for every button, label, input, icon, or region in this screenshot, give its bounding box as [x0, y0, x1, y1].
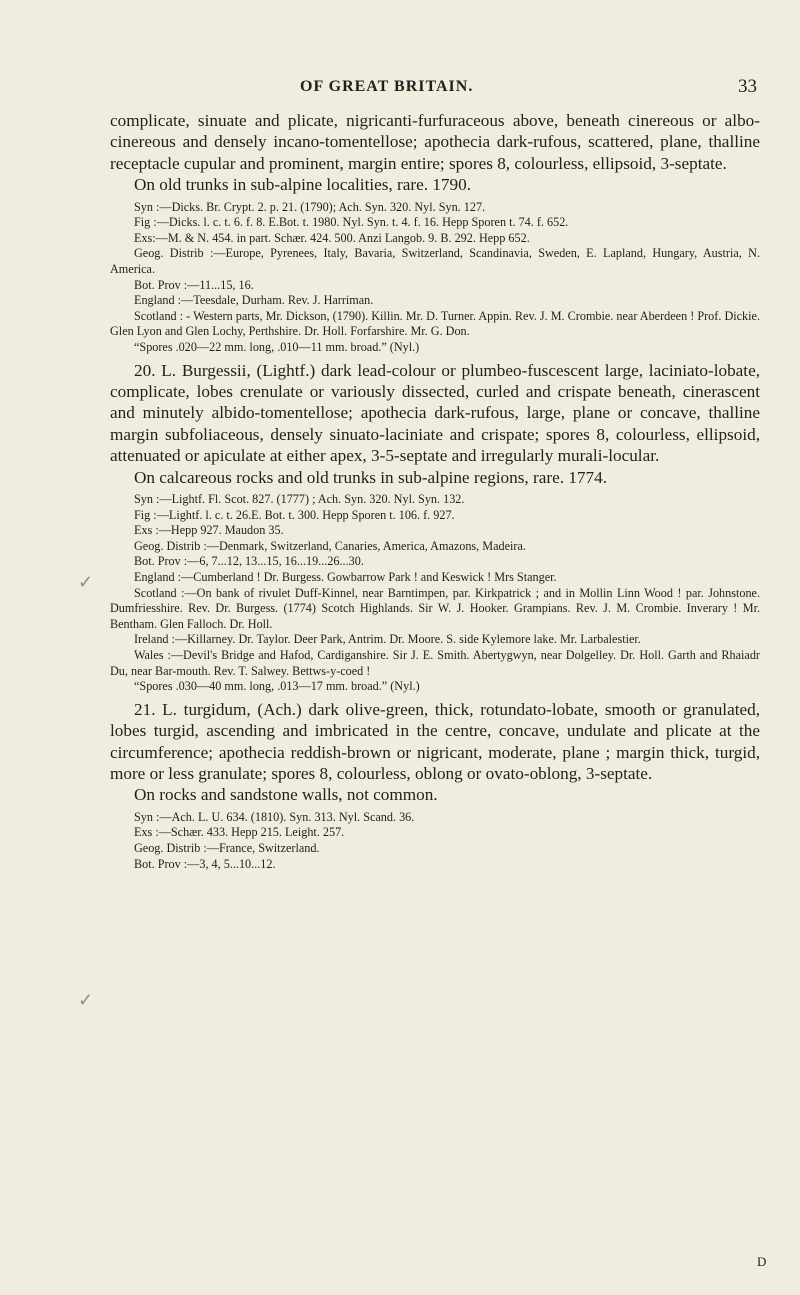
pencil-tick-mark-icon: ✓: [78, 572, 94, 592]
entry-19-spores: “Spores .020—22 mm. long, .010—11 mm. broad.” (Nyl.): [134, 339, 420, 354]
entry-19-exsiccatae: Exs:—M. & N. 454. in part. Schær. 424. 500. Anzi Langob. 9. B. 292. Hepp 652.: [134, 230, 530, 245]
entry-20-spores: “Spores .030—40 mm. long, .013—17 mm. broad.” (Nyl.): [134, 679, 420, 694]
entry-19-figures: Fig :—Dicks. l. c. t. 6. f. 8. E.Bot. t. 1980. Nyl. Syn. t. 4. f. 16. Hepp Sporen t. 74. f. 652.: [134, 215, 569, 230]
entry-21-geographic-distribution: Geog. Distrib :—France, Switzerland.: [134, 840, 320, 855]
page-header: [0, 76, 800, 102]
entry-21-description: 21. L. turgidum, (Ach.) dark olive-green, thick, rotundato-lobate, smooth or granulated, lobes turgid, ascending and imbricated in the centre, concave, undulate and plicate at the circumference; apothecia reddish-brown or nigricant, moderate, plane ; margin thick, turgid, more or less granulate; spores 8, colourless, oblong or ovato-oblong, 3-septate.: [110, 699, 760, 783]
entry-20-wales: Wales :—Devil's Bridge and Hafod, Cardiganshire. Sir J. E. Smith. Abertygwyn, near Dolgelley. Dr. Holl. Garth and Rhaiadr Du, near Bar-mouth. Rev. T. Salwey. Bettws-y-coed !: [110, 647, 760, 678]
entry-19-synonyms: Syn :—Dicks. Br. Crypt. 2. p. 21. (1790); Ach. Syn. 320. Nyl. Syn. 127.: [134, 199, 486, 214]
entry-19-habitat: On old trunks in sub-alpine localities, rare. 1790.: [134, 175, 471, 195]
entry-19-england: England :—Teesdale, Durham. Rev. J. Harriman.: [134, 293, 374, 308]
entry-20-geographic-distribution: Geog. Distrib :—Denmark, Switzerland, Canaries, America, Amazons, Madeira.: [134, 538, 526, 553]
page-number: 33: [738, 76, 757, 97]
entry-20-england: England :—Cumberland ! Dr. Burgess. Gowbarrow Park ! and Keswick ! Mrs Stanger.: [134, 569, 557, 584]
entry-20-ireland: Ireland :—Killarney. Dr. Taylor. Deer Park, Antrim. Dr. Moore. S. side Kylemore lake. Mr. Larbalestier.: [134, 632, 641, 647]
entry-20-figures: Fig :—Lightf. l. c. t. 26.E. Bot. t. 300. Hepp Sporen t. 106. f. 927.: [134, 507, 455, 522]
entry-19-scotland: Scotland : - Western parts, Mr. Dickson, (1790). Killin. Mr. D. Turner. Appin. Rev. J. M. Crombie. near Aberdeen ! Prof. Dickie. Glen Lyon and Glen Lochy, Perthshire. Dr. Holl. Forfarshire. Mr. G. Don.: [110, 308, 760, 339]
entry-20-exsiccatae: Exs :—Hepp 927. Maudon 35.: [134, 523, 284, 538]
entry-20-scotland: Scotland :—On bank of rivulet Duff-Kinnel, near Barntimpen, par. Kirkpatrick ; and in Mollin Linn Wood ! par. Johnstone. Dumfriesshire. Rev. Dr. Burgess. (1774) Scotch Highlands. Sir W. J. Hooker. Grampians. Rev. J. M. Crombie. Inverary ! Mr. Bentham. Glen Falloch. Dr. Holl.: [110, 585, 760, 631]
entry-20-habitat: On calcareous rocks and old trunks in sub-alpine regions, rare. 1774.: [134, 467, 608, 487]
signature-mark: D: [757, 1254, 767, 1269]
running-head: OF GREAT BRITAIN.: [300, 78, 474, 95]
entry-19-geographic-distribution: Geog. Distrib :—Europe, Pyrenees, Italy, Bavaria, Switzerland, Scandinavia, Sweden, E. Lapland, Hungary, Austria, N. America.: [110, 246, 760, 276]
entry-19-botanical-provinces: Bot. Prov :—11...15, 16.: [134, 277, 254, 292]
entry-19-description: complicate, sinuate and plicate, nigricanti-furfuraceous above, beneath cinereous or albo-cinereous and densely incano-tomentellose; apothecia dark-rufous, scattered, plane, thalline receptacle cupular and prominent, margin entire; spores 8, colourless, ellipsoid, 3-septate.: [110, 111, 760, 173]
entry-21-synonyms: Syn :—Ach. L. U. 634. (1810). Syn. 313. Nyl. Scand. 36.: [134, 809, 415, 824]
entry-20-description: 20. L. Burgessii, (Lightf.) dark lead-colour or plumbeo-fuscescent large, laciniato-lobate, complicate, lobes crenulate or variously dissected, curled and crispate beneath, cinerascent and minutely albido-tomentellose; apothecia dark-rufous, large, plane or concave, thalline margin subfoliaceous, densely sinuato-laciniate and crispate; spores 8, colourless, ellipsoid, attenuated or apiculate at either apex, 3-5-septate and irregularly murali-locular.: [110, 360, 760, 466]
page-body: [110, 110, 760, 872]
entry-21-habitat: On rocks and sandstone walls, not common.: [134, 785, 438, 805]
entry-20-botanical-provinces: Bot. Prov :—6, 7...12, 13...15, 16...19...26...30.: [134, 554, 364, 569]
entry-21-botanical-provinces: Bot. Prov :—3, 4, 5...10...12.: [134, 856, 276, 871]
entry-21-exsiccatae: Exs :—Schær. 433. Hepp 215. Leight. 257.: [134, 825, 345, 840]
pencil-tick-mark-icon: ✓: [78, 990, 94, 1010]
entry-20-synonyms: Syn :—Lightf. Fl. Scot. 827. (1777) ; Ach. Syn. 320. Nyl. Syn. 132.: [134, 492, 465, 506]
